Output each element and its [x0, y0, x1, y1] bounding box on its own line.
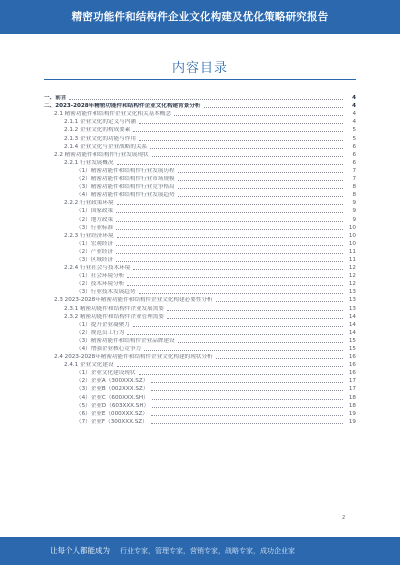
toc-entry-label: 2.2 精密功能件和结构件行业发展现状 [54, 151, 149, 158]
toc-entry[interactable] [44, 248, 356, 256]
toc-entry-page: 17 [348, 378, 356, 385]
toc-entry-label: 二、2023-2028年精密功能件和结构件企业文化构建背景分析 [44, 103, 201, 110]
toc-entry[interactable] [44, 418, 356, 426]
toc-entry-label: 2.1.1 企业文化的定义与内涵 [64, 119, 136, 126]
toc-leader-dots [167, 309, 343, 311]
toc-leader-dots [144, 349, 343, 351]
toc-leader-dots [178, 179, 343, 181]
toc-entry-page: 19 [348, 418, 356, 425]
toc-entry-label: 2.1.4 企业文化与企业战略的关系 [64, 143, 148, 150]
toc-entry[interactable] [44, 296, 356, 304]
toc-leader-dots [127, 276, 343, 278]
toc-entry-label: （4）精密功能件和结构件行业发展趋势 [76, 192, 175, 199]
toc-entry-page: 17 [348, 386, 356, 393]
toc-entry[interactable] [44, 369, 356, 377]
toc-entry[interactable] [44, 304, 356, 312]
toc-entry-page: 15 [348, 337, 356, 344]
toc-entry-page: 9 [352, 208, 356, 215]
toc-leader-dots [150, 147, 343, 149]
toc-entry-label: （3）区域经济 [76, 256, 114, 263]
toc-entry-page: 4 [352, 95, 356, 102]
toc-entry-page: 5 [352, 127, 356, 134]
toc-entry-page: 4 [352, 119, 356, 126]
toc-leader-dots [216, 300, 343, 302]
toc-entry-page: 16 [348, 370, 356, 377]
toc-leader-dots [178, 171, 343, 173]
toc-leader-dots [69, 98, 343, 100]
toc-entry[interactable] [44, 191, 356, 199]
toc-entry-page: 5 [352, 135, 356, 142]
toc-leader-dots [116, 260, 343, 262]
toc-entry-page: 14 [348, 321, 356, 328]
toc-entry-label: （3）企业B（002XXX.SZ） [76, 386, 149, 393]
toc-entry-label: （1）国家政策 [76, 208, 114, 215]
toc-entry-label: （2）精密功能件和结构件行业市场规模 [76, 176, 175, 183]
toc-entry[interactable] [44, 232, 356, 240]
toc-entry-label: （1）宏观经济 [76, 240, 114, 247]
toc-entry[interactable] [44, 280, 356, 288]
toc-entry-page: 6 [352, 151, 356, 158]
toc-entry-page: 18 [348, 394, 356, 401]
toc-entry[interactable] [44, 183, 356, 191]
toc-entry-label: （1）社会环境分析 [76, 273, 125, 280]
toc-leader-dots [117, 236, 343, 238]
toc-entry-label: （1）提升企业凝聚力 [76, 321, 130, 328]
toc-entry-page: 12 [348, 281, 356, 288]
toc-entry-label: 2.1.2 企业文化的构成要素 [64, 127, 131, 134]
toc-leader-dots [139, 139, 343, 141]
footer-slogan: 让每个人都能成为 [50, 546, 110, 555]
toc-entry[interactable] [44, 240, 356, 248]
toc-entry[interactable] [44, 175, 356, 183]
toc-entry[interactable] [44, 410, 356, 418]
toc-entry[interactable] [44, 102, 356, 110]
toc-entry-label: （1）精密功能件和结构件行业发展历程 [76, 167, 175, 174]
toc-entry-page: 9 [352, 200, 356, 207]
toc-leader-dots [127, 284, 343, 286]
toc-heading: 内容目录 [171, 61, 228, 76]
toc-entry-label: 2.3.1 精密功能件和结构件企业发展需要 [64, 305, 164, 312]
toc-leader-dots [152, 155, 343, 157]
toc-entry[interactable] [44, 272, 356, 280]
toc-entry[interactable] [44, 329, 356, 337]
toc-entry-page: 13 [348, 289, 356, 296]
toc-entry[interactable] [44, 199, 356, 207]
toc-entry-page: 6 [352, 159, 356, 166]
toc-entry-label: 2.2.3 行业经济环境 [64, 232, 114, 239]
toc-entry-label: 2.1 精密功能件和结构件企业文化相关基本概念 [54, 111, 171, 118]
header-banner [0, 0, 400, 34]
toc-leader-dots [116, 244, 343, 246]
toc-leader-dots [152, 406, 343, 408]
toc-entry-label: （4）增强企业核心竞争力 [76, 346, 142, 352]
toc-leader-dots [151, 414, 343, 416]
toc-entry-page: 11 [348, 256, 356, 263]
toc-leader-dots [116, 228, 343, 230]
toc-leader-dots [167, 317, 343, 319]
toc-leader-dots [178, 195, 343, 197]
toc-entry-page: 12 [348, 265, 356, 272]
toc-entry[interactable] [44, 159, 356, 167]
toc-entry[interactable] [44, 134, 356, 142]
toc-leader-dots [216, 357, 343, 359]
toc-entry[interactable] [44, 94, 356, 102]
toc-leader-dots [116, 252, 343, 254]
toc-entry-page: 10 [348, 240, 356, 247]
toc-entry[interactable] [44, 313, 356, 321]
toc-leader-dots [204, 106, 343, 108]
toc-leader-dots [151, 389, 343, 391]
toc-entry-label: （7）企业F（300XXX.SZ） [76, 418, 148, 425]
toc-entry-page: 6 [352, 143, 356, 150]
toc-leader-dots [116, 211, 343, 213]
toc-entry[interactable] [44, 215, 356, 223]
toc-leader-dots [117, 163, 343, 165]
toc-leader-dots [117, 203, 343, 205]
toc-entry-label: （2）技术环境分析 [76, 281, 125, 288]
toc-leader-dots [127, 333, 343, 335]
toc-leader-dots [133, 130, 343, 132]
toc-entry-page: 4 [352, 103, 356, 110]
toc-entry-label: 2.2.4 行业社会与技术环境 [64, 265, 131, 272]
toc-entry-page: 13 [348, 305, 356, 312]
toc-entry[interactable] [44, 402, 356, 410]
toc-entry[interactable] [44, 143, 356, 151]
toc-entry-page: 16 [348, 354, 356, 361]
toc-entry[interactable] [44, 118, 356, 126]
toc-entry-label: 2.3.2 精密功能件和结构件企业管理需要 [64, 313, 164, 320]
toc-entry-page: 14 [348, 313, 356, 320]
toc-entry[interactable] [44, 288, 356, 296]
toc-entry-page: 8 [352, 184, 356, 191]
toc-leader-dots [151, 422, 343, 424]
toc-entry-label: （3）精密功能件和结构件企业品牌建设 [76, 337, 175, 344]
toc-entry[interactable] [44, 256, 356, 264]
toc-entry-label: 2.4 2023-2028年精密功能件和结构件企业文化构建的现状分析 [54, 354, 213, 361]
toc-entry[interactable] [44, 110, 356, 118]
toc-entry-label: （2）规范员工行为 [76, 329, 125, 336]
toc-entry-label: （1）企业文化建设现状 [76, 370, 136, 377]
toc-entry[interactable] [44, 126, 356, 134]
toc-entry-label: （2）地方政策 [76, 216, 114, 223]
toc-entry-page: 7 [352, 167, 356, 174]
toc-leader-dots [178, 341, 343, 343]
toc-entry-label: （2）产业经济 [76, 248, 114, 255]
toc-leader-dots [151, 381, 343, 383]
toc-entry-page: 15 [348, 346, 356, 352]
toc-entry-page: 10 [348, 232, 356, 239]
toc-leader-dots [139, 373, 344, 375]
toc-entry[interactable] [44, 321, 356, 329]
toc-entry-label: 2.2.2 行业政策环境 [64, 200, 114, 207]
toc-leader-dots [116, 220, 343, 222]
toc-leader-dots [178, 187, 343, 189]
toc-entry-page: 11 [348, 248, 356, 255]
toc-leader-dots [117, 365, 343, 367]
toc-entry[interactable] [44, 345, 356, 353]
toc-entry[interactable] [44, 361, 356, 369]
toc-list [44, 94, 356, 426]
toc-entry[interactable] [44, 207, 356, 215]
toc-entry-label: 2.3 2023-2028年精密功能件和结构件企业文化构建必要性分析 [54, 297, 213, 304]
toc-entry-label: （3）行业技术发展趋势 [76, 289, 136, 296]
toc-entry[interactable] [44, 385, 356, 393]
toc-entry[interactable] [44, 224, 356, 232]
toc-entry-page: 13 [348, 297, 356, 304]
toc-entry-page: 10 [348, 224, 356, 231]
toc-entry-page: 4 [352, 111, 356, 118]
toc-leader-dots [133, 268, 343, 270]
toc-entry[interactable] [44, 264, 356, 272]
report-title: 精密功能件和结构件企业文化构建及优化策略研究报告 [71, 11, 329, 23]
toc-leader-dots [133, 325, 343, 327]
toc-entry-label: 一、前言 [44, 95, 67, 102]
toc-leader-dots [174, 114, 343, 116]
toc-entry-page: 8 [352, 192, 356, 199]
toc-entry[interactable] [44, 167, 356, 175]
toc-entry-label: 2.2.1 行业发展概况 [64, 159, 114, 166]
toc-entry-label: （3）精密功能件和结构件行业竞争格局 [76, 184, 175, 191]
toc-entry-label: （6）企业E（000XXX.SZ） [76, 410, 148, 417]
toc-entry[interactable] [44, 151, 356, 159]
toc-leader-dots [139, 292, 344, 294]
toc-entry-label: 2.4.1 企业文化建设 [64, 362, 114, 369]
toc-entry-label: （5）企业D（603XXX.SH） [76, 402, 150, 409]
toc-entry[interactable] [44, 353, 356, 361]
toc-entry-page: 7 [352, 176, 356, 183]
toc-entry-label: （2）企业A（300XXX.SZ） [76, 378, 149, 385]
toc-entry-page: 9 [352, 216, 356, 223]
toc-leader-dots [139, 122, 343, 124]
toc-entry-label: （3）行业标准 [76, 224, 114, 231]
toc-entry-page: 16 [348, 362, 356, 369]
page-number: 2 [342, 515, 346, 521]
toc-entry-page: 19 [348, 410, 356, 417]
footer-banner [0, 537, 400, 565]
toc-entry-label: 2.1.3 企业文化的功能与作用 [64, 135, 136, 142]
toc-entry-page: 12 [348, 273, 356, 280]
toc-entry[interactable] [44, 377, 356, 385]
toc-entry[interactable] [44, 393, 356, 401]
toc-leader-dots [152, 398, 343, 400]
toc-entry-page: 18 [348, 402, 356, 409]
toc-top-rule [44, 79, 356, 80]
toc-entry-page: 14 [348, 329, 356, 336]
footer-tags: 行业专家，管理专家，营销专家，战略专家，成功企业家 [120, 547, 295, 555]
toc-entry[interactable] [44, 337, 356, 345]
toc-entry-label: （4）企业C（600XXX.SH） [76, 394, 149, 401]
